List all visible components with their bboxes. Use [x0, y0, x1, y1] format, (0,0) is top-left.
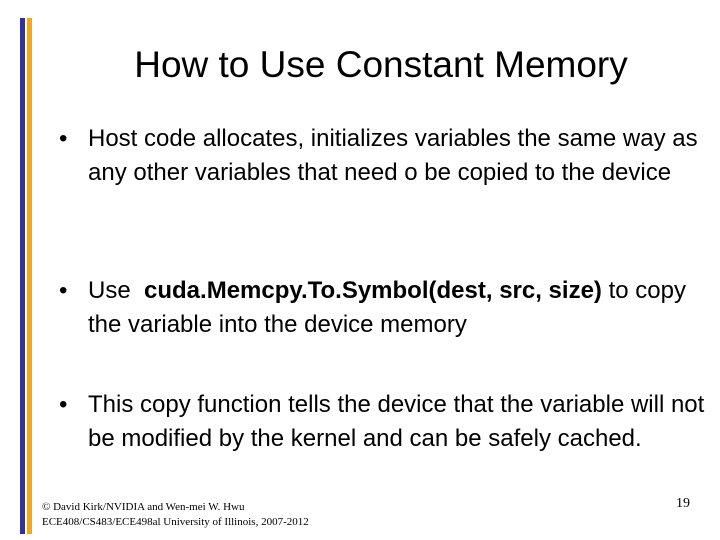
bullet-item-3 [59, 388, 709, 456]
left-accent-bar-gold [27, 18, 32, 534]
footer-line-2: ECE408/CS483/ECE498al University of Illinois, 2007-2012 [42, 516, 309, 528]
page-number: 19 [676, 496, 690, 511]
left-accent-bar-blue [20, 18, 25, 534]
footer-line-1: © David Kirk/NVIDIA and Wen-mei W. Hwu [42, 501, 245, 513]
bullet-text-suffix: to copy the variable into the device memory [88, 277, 686, 338]
bullet-text: Host code allocates, initializes variables the same way as any other variables that need o be copied to the device [88, 125, 698, 186]
function-name-code: cuda.Memcpy.To.Symbol(dest, src, size) [144, 277, 602, 304]
bullet-item-2 [59, 274, 709, 342]
bullet-item-1 [59, 122, 709, 190]
footer-copyright [42, 500, 309, 530]
bullet-marker: • [59, 277, 68, 304]
slide-title: How to Use Constant Memory [134, 44, 628, 85]
bullet-text-prefix: Use [88, 277, 145, 304]
bullet-text: This copy function tells the device that the variable will not be modified by the kernel and can be safely cached. [88, 391, 705, 452]
bullet-text [88, 274, 709, 342]
bullet-marker: • [59, 125, 68, 152]
bullet-marker: • [59, 391, 68, 418]
